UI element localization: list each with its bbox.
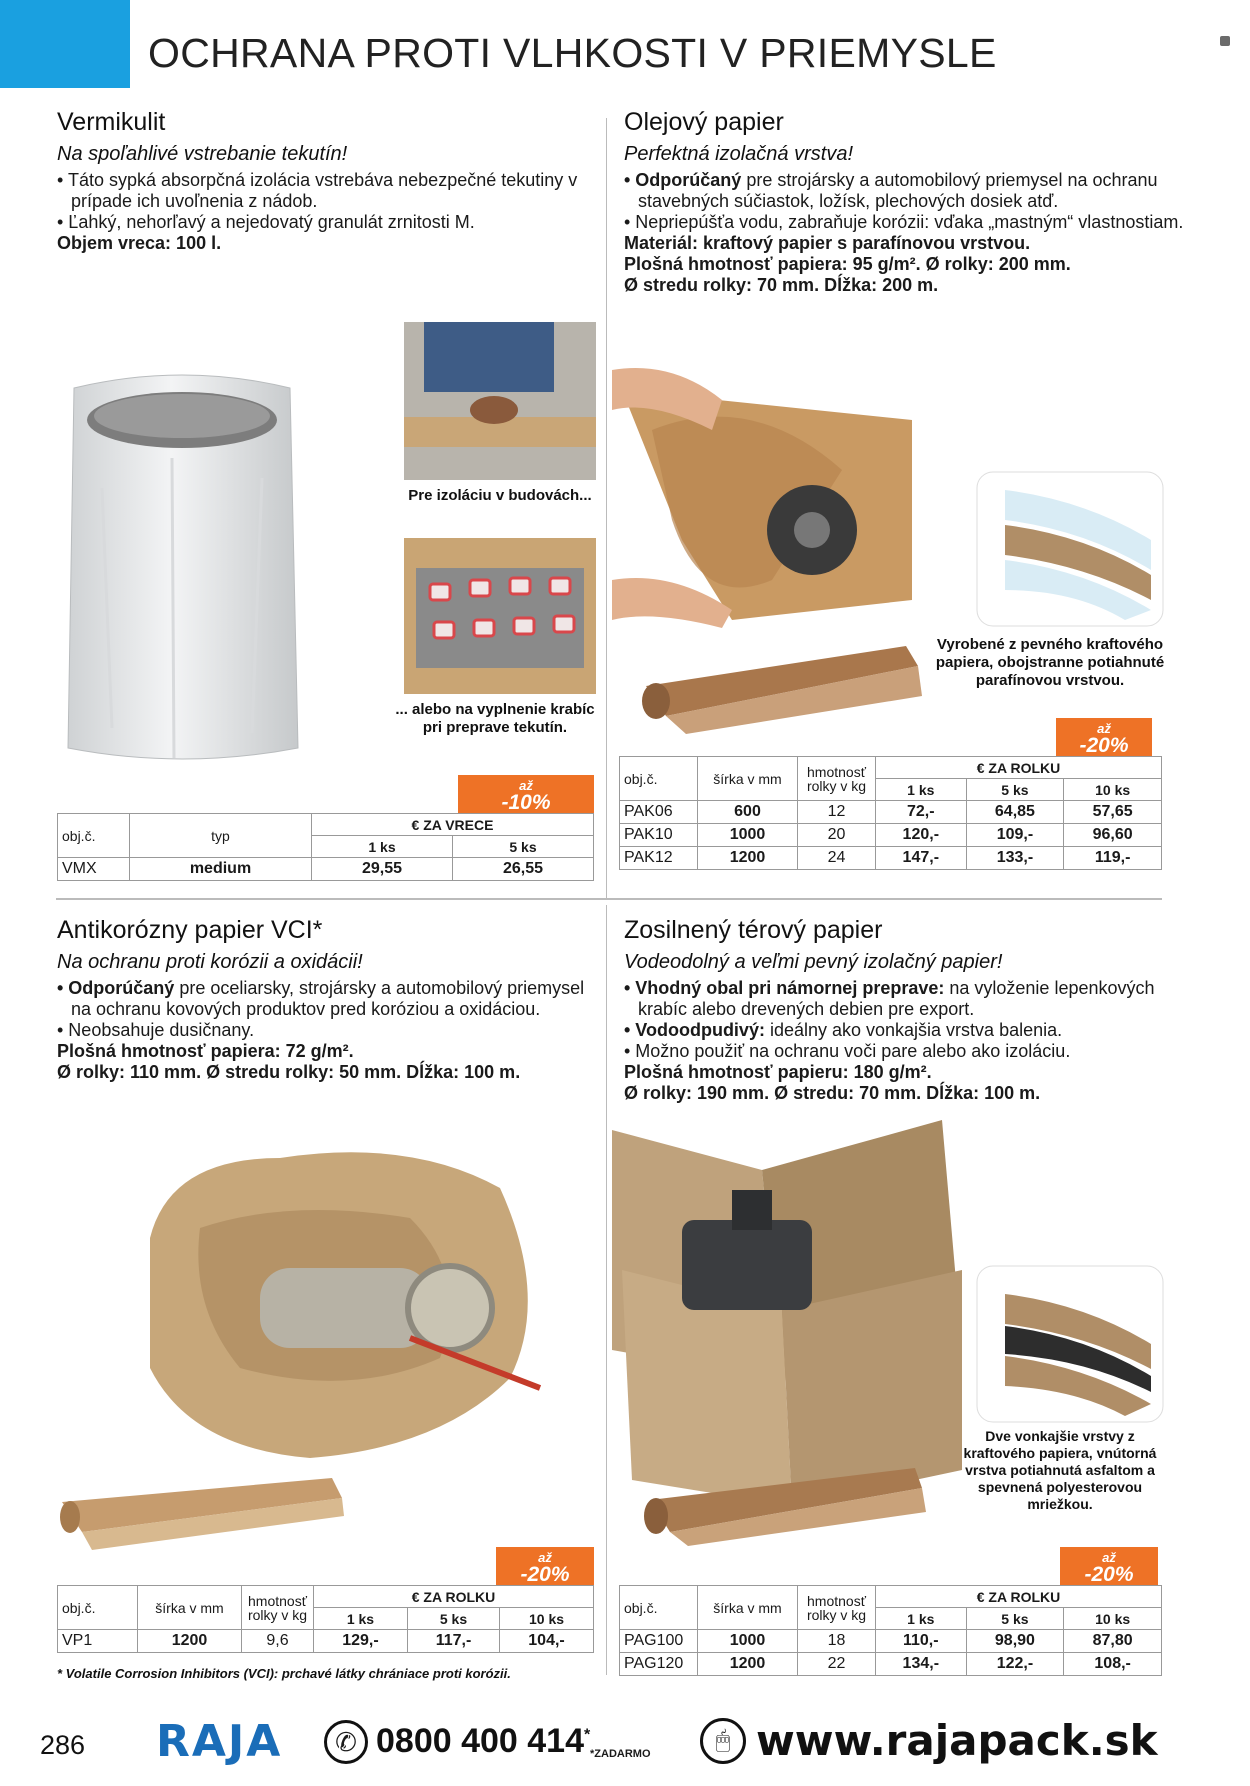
col-header-price: € ZA VRECE bbox=[312, 814, 594, 836]
col-header-code: obj.č. bbox=[58, 1586, 138, 1630]
tar-paper-roll-image bbox=[630, 1460, 930, 1546]
caption: ... alebo na vyplnenie krabíc pri preprave tekutín. bbox=[395, 701, 595, 736]
table-row: VMX medium 29,55 26,55 bbox=[58, 858, 594, 881]
product-subtitle: Na spoľahlivé vstrebanie tekutín! bbox=[57, 143, 348, 165]
table-row: PAK10 1000 20 120,- 109,- 96,60 bbox=[620, 824, 1162, 847]
bullet: • Možno použiť na ochranu voči pare alebo ako izoláciu. bbox=[624, 1041, 1071, 1061]
spec: Ø rolky: 190 mm. Ø stredu: 70 mm. Dĺžka: 100 m. bbox=[624, 1083, 1041, 1103]
raja-logo: RAJA bbox=[156, 1716, 283, 1767]
col-header-code: obj.č. bbox=[620, 1586, 698, 1630]
vci-price-table: obj.č. šírka v mm hmotnosť rolky v kg € ZA ROLKU 1 ks 5 ks 10 ks VP1 1200 9,6 129,- 117,- 104,- bbox=[57, 1585, 594, 1653]
vermikulit-bag-image bbox=[62, 368, 302, 768]
caption: Pre izoláciu v budovách... bbox=[408, 487, 592, 504]
col-header-qty: 5 ks bbox=[453, 836, 594, 858]
col-header-type: typ bbox=[130, 814, 312, 858]
col-header-width: šírka v mm bbox=[698, 1586, 798, 1630]
spec: Ø rolky: 110 mm. Ø stredu rolky: 50 mm. Dĺžka: 100 m. bbox=[57, 1062, 521, 1082]
product-title: Antikorózny papier VCI* bbox=[57, 916, 323, 944]
corner-mark bbox=[1220, 36, 1230, 46]
product-title: Olejový papier bbox=[624, 108, 784, 136]
oil-paper-roll-image bbox=[626, 636, 924, 734]
phone-icon: ✆ bbox=[324, 1720, 368, 1764]
table-row: PAG100 1000 18 110,- 98,90 87,80 bbox=[620, 1630, 1162, 1653]
bullet: • Vodoodpudivý: ideálny ako vonkajšia vrstva balenia. bbox=[624, 1020, 1063, 1040]
layer-illustration bbox=[975, 1264, 1165, 1424]
table-row: PAK06 600 12 72,- 64,85 57,65 bbox=[620, 801, 1162, 824]
product-title: Vermikulit bbox=[57, 108, 166, 136]
table-row: VP1 1200 9,6 129,- 117,- 104,- bbox=[58, 1630, 594, 1653]
col-header-weight: hmotnosť rolky v kg bbox=[798, 757, 876, 801]
bullet: • Nepriepúšťa vodu, zabraňuje korózii: vďaka „mastným“ vlastnostiam. bbox=[624, 212, 1184, 232]
row-divider bbox=[56, 898, 1162, 900]
product-title: Zosilnený térový papier bbox=[624, 916, 883, 944]
page-title: OCHRANA PROTI VLHKOSTI V PRIEMYSLE bbox=[148, 30, 997, 76]
website-link[interactable]: www.rajapack.sk bbox=[756, 1716, 1158, 1765]
col-header-width: šírka v mm bbox=[698, 757, 798, 801]
header-color-block bbox=[0, 0, 130, 88]
col-header-width: šírka v mm bbox=[138, 1586, 242, 1630]
olejovy-section bbox=[624, 108, 1184, 296]
bullet: • Ľahký, nehorľavý a nejedovatý granulát zrnitosti M. bbox=[57, 212, 475, 232]
col-header-price: € ZA ROLKU bbox=[876, 1586, 1162, 1608]
col-header-weight: hmotnosť rolky v kg bbox=[798, 1586, 876, 1630]
phone-number[interactable]: 0800 400 414* bbox=[376, 1722, 591, 1760]
vermikulit-price-table bbox=[57, 813, 594, 881]
layer-illustration bbox=[975, 470, 1165, 628]
terovy-section bbox=[624, 916, 1184, 1104]
col-header-code: obj.č. bbox=[620, 757, 698, 801]
vci-valve-photo bbox=[110, 1118, 550, 1474]
col-header-price: € ZA ROLKU bbox=[876, 757, 1162, 779]
building-insulation-photo bbox=[404, 322, 596, 480]
vci-roll-image bbox=[52, 1472, 347, 1550]
spec: Ø stredu rolky: 70 mm. Dĺžka: 200 m. bbox=[624, 275, 939, 295]
discount-badge: až -10% bbox=[458, 775, 594, 813]
table-row: PAG120 1200 22 134,- 122,- 108,- bbox=[620, 1653, 1162, 1676]
spec: Materiál: kraftový papier s parafínovou vrstvou. bbox=[624, 233, 1031, 253]
table-row: PAK12 1200 24 147,- 133,- 119,- bbox=[620, 847, 1162, 870]
col-header-qty: 1 ks bbox=[312, 836, 453, 858]
mouse-icon: 🖱 bbox=[700, 1718, 746, 1764]
spec: Plošná hmotnosť papiera: 72 g/m². bbox=[57, 1041, 354, 1061]
col-header-price: € ZA ROLKU bbox=[314, 1586, 594, 1608]
discount-badge: až -20% bbox=[1056, 718, 1152, 756]
bullet: • Odporúčaný pre oceliarsky, strojársky a automobilový priemysel na ochranu kovových produktov pred koróziou a oxidáciou. bbox=[57, 978, 585, 1019]
page-number: 286 bbox=[40, 1730, 86, 1760]
bullet: • Odporúčaný pre strojársky a automobilový priemysel na ochranu stavebných súčiastok, ložísk, plechových dosiek atď. bbox=[624, 170, 1158, 211]
spec: Plošná hmotnosť papieru: 180 g/m². bbox=[624, 1062, 932, 1082]
product-subtitle: Na ochranu proti korózii a oxidácii! bbox=[57, 951, 363, 973]
spec: Plošná hmotnosť papiera: 95 g/m². Ø rolky: 200 mm. bbox=[624, 254, 1071, 274]
bullet: • Neobsahuje dusičnany. bbox=[57, 1020, 255, 1040]
col-header-weight: hmotnosť rolky v kg bbox=[242, 1586, 314, 1630]
crate-motor-photo bbox=[612, 1110, 972, 1506]
product-subtitle: Perfektná izolačná vrstva! bbox=[624, 143, 853, 165]
volume-spec: Objem vreca: 100 l. bbox=[57, 233, 222, 253]
column-divider-top bbox=[606, 118, 607, 898]
oil-paper-photo bbox=[612, 360, 912, 632]
bullet: • Táto sypká absorpčná izolácia vstrebáva nebezpečné tekutiny v prípade ich uvoľnenia z nádob. bbox=[57, 170, 578, 211]
discount-badge: až -20% bbox=[1060, 1547, 1158, 1585]
free-call-label: *ZADARMO bbox=[590, 1748, 651, 1760]
caption: Vyrobené z pevného kraftového papiera, obojstranne potiahnuté parafínovou vrstvou. bbox=[935, 636, 1165, 689]
olejovy-price-table: obj.č. šírka v mm hmotnosť rolky v kg € ZA ROLKU 1 ks 5 ks 10 ks PAK06 600 12 72,- 64,85 57,65 PAK10 1000 20 120,- 109,- 96,60 PAK12 1200 24 147,- 133,- 119,- bbox=[619, 756, 1162, 870]
column-divider-bottom bbox=[606, 905, 607, 1675]
product-subtitle: Vodeodolný a veľmi pevný izolačný papier! bbox=[624, 951, 1003, 973]
box-filling-photo bbox=[404, 538, 596, 694]
col-header-code: obj.č. bbox=[58, 814, 130, 858]
vci-section bbox=[57, 916, 597, 1083]
footnote: * Volatile Corrosion Inhibitors (VCI): prchavé látky chrániace proti korózii. bbox=[57, 1666, 511, 1681]
caption: Dve vonkajšie vrstvy z kraftového papiera, vnútorná vrstva potiahnutá asfaltom a spevnená polyesterovou mriežkou. bbox=[963, 1428, 1157, 1512]
terovy-price-table: obj.č. šírka v mm hmotnosť rolky v kg € ZA ROLKU 1 ks 5 ks 10 ks PAG100 1000 18 110,- 98,90 87,80 PAG120 1200 22 134,- 122,- 108,- bbox=[619, 1585, 1162, 1676]
discount-badge: až -20% bbox=[496, 1547, 594, 1585]
vermikulit-section bbox=[57, 108, 587, 254]
bullet: • Vhodný obal pri námornej preprave: na vyloženie lepenkových krabíc alebo drevených debien pre export. bbox=[624, 978, 1155, 1019]
